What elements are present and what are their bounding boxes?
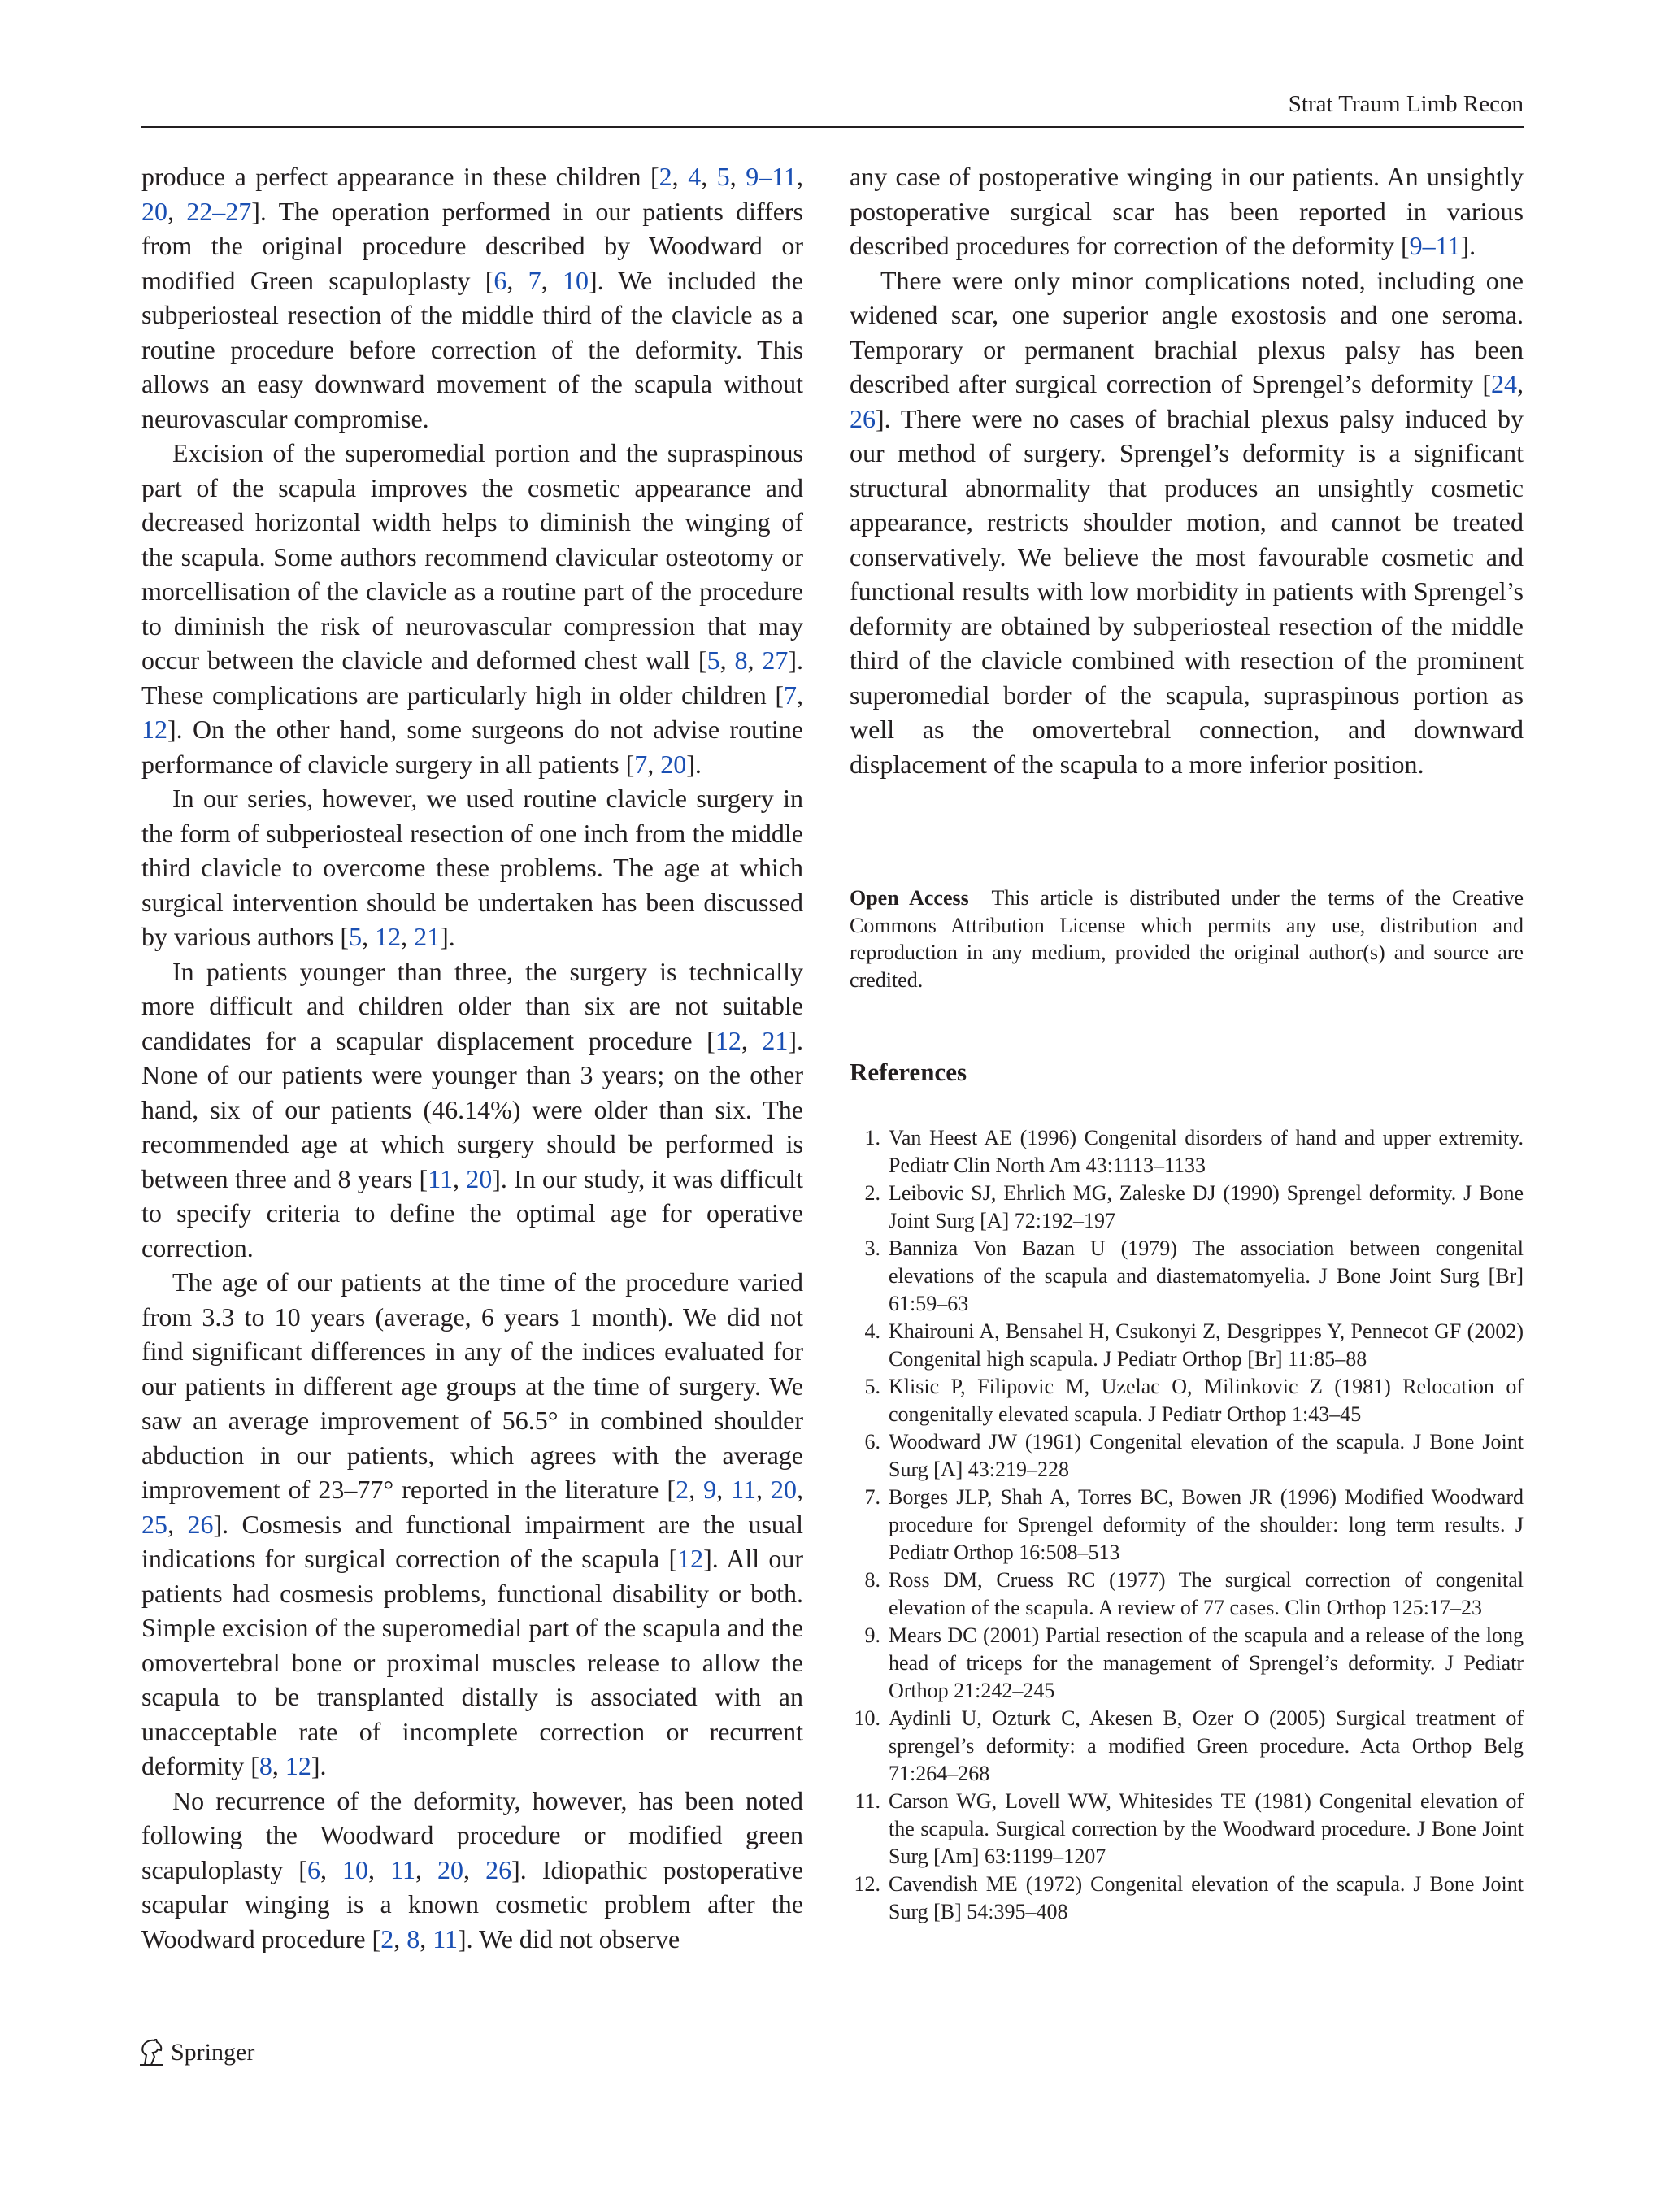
text-run: ,	[719, 645, 735, 675]
reference-item	[850, 1788, 1524, 1871]
text-run: In patients younger than three, the surgery is technically more difficult and children older than six are not suitable candidates for a scapular displacement procedure [	[141, 956, 803, 1055]
citation-link[interactable]: 2	[676, 1475, 689, 1504]
citation-link[interactable]: 20	[660, 749, 687, 779]
reference-number: 8.	[864, 1568, 880, 1592]
text-run: ,	[272, 1751, 285, 1780]
paragraph	[141, 1784, 803, 1957]
citation-link[interactable]: 8	[259, 1751, 272, 1780]
reference-number: 6.	[864, 1430, 880, 1454]
citation-link[interactable]: 8	[406, 1923, 420, 1953]
text-run: ]. We included the subperiosteal resection of the middle third of the clavicle as a routine procedure before correction of the deformity. This allows an easy downward movement of the scapula without neurovascular compromise.	[141, 265, 803, 433]
citation-link[interactable]: 26	[850, 403, 876, 433]
citation-link[interactable]: 12	[677, 1544, 704, 1573]
citation-link[interactable]: 25	[141, 1509, 167, 1539]
text-run: ].	[686, 749, 702, 779]
citation-link[interactable]: 6	[306, 1854, 320, 1884]
citation-link[interactable]: 11	[731, 1475, 756, 1504]
reference-number: 2.	[864, 1181, 880, 1205]
text-run: ]. Idiopathic postoperative scapular winging is a known cosmetic problem after the Woodward procedure [	[141, 1854, 804, 1953]
right-column	[850, 159, 1524, 781]
text-run: ,	[167, 196, 187, 226]
text-run: ,	[701, 162, 717, 191]
header-rule	[141, 126, 1524, 128]
reference-number: 12.	[854, 1872, 880, 1896]
citation-link[interactable]: 11	[433, 1923, 458, 1953]
reference-item	[850, 1180, 1524, 1235]
paragraph	[141, 159, 803, 436]
reference-number: 9.	[864, 1623, 880, 1647]
citation-link[interactable]: 5	[716, 162, 730, 191]
reference-item	[850, 1235, 1524, 1318]
citation-link[interactable]: 5	[349, 922, 363, 951]
text-run: ,	[506, 265, 528, 295]
citation-link[interactable]: 20	[771, 1475, 798, 1504]
paragraph	[141, 781, 803, 954]
reference-text: Woodward JW (1961) Congenital elevation of the scapula. J Bone Joint Surg [A] 43:219–228	[889, 1430, 1524, 1481]
text-run: produce a perfect appearance in these children [	[141, 162, 659, 191]
paragraph	[141, 954, 803, 1266]
reference-item	[850, 1705, 1524, 1788]
paragraph	[141, 436, 803, 781]
text-run: ].	[1460, 231, 1476, 260]
citation-link[interactable]: 8	[734, 645, 748, 675]
reference-item	[850, 1373, 1524, 1428]
citation-link[interactable]: 10	[562, 265, 589, 295]
text-run: No recurrence of the deformity, however, has been noted following the Woodward procedure or modified green scapuloplasty [	[141, 1785, 803, 1884]
reference-number: 5.	[864, 1375, 880, 1398]
text-run: ]. None of our patients were younger than 3 years; on the other hand, six of our patients (46.14%) were older than six. The recommended age at which surgery should be performed is between three and 8 years [	[141, 1025, 804, 1193]
citation-link[interactable]: 5	[706, 645, 720, 675]
text-run: ].	[440, 922, 455, 951]
text-run: ]. These complications are particularly high in older children [	[141, 645, 804, 710]
reference-text: Khairouni A, Bensahel H, Csukonyi Z, Desgrippes Y, Pennecot GF (2002) Congenital high scapula. J Pediatr Orthop [Br] 11:85–88	[889, 1319, 1524, 1371]
reference-text: Banniza Von Bazan U (1979) The association between congenital elevations of the scapula and diastematomyelia. J Bone Joint Surg [Br] 61:59–63	[889, 1236, 1524, 1315]
citation-link[interactable]: 20	[466, 1163, 493, 1193]
citation-link[interactable]: 12	[285, 1751, 311, 1780]
reference-text: Leibovic SJ, Ehrlich MG, Zaleske DJ (1990) Sprengel deformity. J Bone Joint Surg [A] 72:192–197	[889, 1181, 1524, 1232]
publisher-name: Springer	[171, 2039, 255, 2066]
reference-text: Aydinli U, Ozturk C, Akesen B, Ozer O (2005) Surgical treatment of sprengel’s deformity: a modified Green procedure. Acta Orthop Belg 71:264–268	[889, 1706, 1524, 1785]
reference-item	[850, 1124, 1524, 1180]
reference-number: 10.	[854, 1706, 880, 1730]
text-run: ,	[1517, 369, 1524, 398]
text-run: Excision of the superomedial portion and the supraspinous part of the scapula improves the cosmetic appearance and decreased horizontal width helps to diminish the winging of the scapula. Some authors recommend clavicular osteotomy or morcellisation of the clavicle as a routine part of the procedure to diminish the risk of neurovascular compression that may occur between the clavicle and deformed chest wall [	[141, 438, 803, 675]
open-access-note	[850, 884, 1524, 993]
citation-link[interactable]: 7	[784, 680, 797, 710]
citation-link[interactable]: 6	[493, 265, 507, 295]
reference-number: 4.	[864, 1319, 880, 1343]
paragraph	[850, 263, 1524, 782]
text-run: ]. We did not observe	[458, 1923, 680, 1953]
reference-item	[850, 1428, 1524, 1484]
citation-link[interactable]: 9	[703, 1475, 717, 1504]
reference-number: 7.	[864, 1485, 880, 1509]
reference-number: 11.	[854, 1789, 880, 1813]
reference-text: Carson WG, Lovell WW, Whitesides TE (1981) Congenital elevation of the scapula. Surgical correction by the Woodward procedure. J Bone Joint Surg [Am] 63:1199–1207	[889, 1789, 1524, 1868]
text-run: any case of postoperative winging in our patients. An unsightly postoperative surgical scar has been reported in various described procedures for correction of the deformity [	[850, 162, 1524, 260]
citation-link[interactable]: 11	[428, 1163, 453, 1193]
springer-horse-icon	[138, 2039, 164, 2066]
text-run: ,	[401, 922, 415, 951]
citation-link[interactable]: 22–27	[186, 196, 252, 226]
text-run: ,	[368, 1854, 391, 1884]
citation-link[interactable]: 4	[688, 162, 702, 191]
text-run: ,	[689, 1475, 704, 1504]
text-run: ]. In our study, it was difficult to specify criteria to define the optimal age for operative correction.	[141, 1163, 804, 1262]
text-run: There were only minor complications noted, including one widened scar, one superior angle exostosis and one seroma. Temporary or permanent brachial plexus palsy has been described after surgical correction of Sprengel’s deformity [	[850, 265, 1524, 398]
text-run: ,	[747, 645, 763, 675]
text-run: ,	[362, 922, 376, 951]
citation-link[interactable]: 20	[141, 196, 167, 226]
reference-item	[850, 1622, 1524, 1705]
text-run: ,	[393, 1923, 407, 1953]
reference-text: Borges JLP, Shah A, Torres BC, Bowen JR (1996) Modified Woodward procedure for Sprengel deformity of the shoulder: long term results. J Pediatr Orthop 16:508–513	[889, 1485, 1524, 1564]
references-heading: References	[850, 1058, 967, 1086]
text-run: ,	[797, 1475, 804, 1504]
paragraph	[141, 1265, 803, 1784]
citation-link[interactable]: 9–11	[746, 162, 798, 191]
open-access-label: Open Access	[850, 886, 969, 910]
text-run: ,	[463, 1854, 486, 1884]
citation-link[interactable]: 21	[414, 922, 441, 951]
text-run: ,	[797, 680, 803, 710]
text-run: ]. There were no cases of brachial plexus palsy induced by our method of surgery. Sprengel’s deformity is a significant structural abnormality that produces an unsightly cosmetic appearance, restricts shoulder motion, and cannot be treated conservatively. We believe the most favourable cosmetic and functional results with low morbidity in patients with Sprengel’s deformity are obtained by subperiosteal resection of the middle third of the clavicle combined with resection of the prominent superomedial border of the scapula, supraspinous portion as well as the omovertebral connection, and downward displacement of the scapula to a more inferior position.	[850, 403, 1524, 779]
citation-link[interactable]: 24	[1491, 369, 1517, 398]
text-run: ,	[672, 162, 689, 191]
text-run: ]. Cosmesis and functional impairment are the usual indications for surgical correction of the scapula [	[141, 1509, 803, 1573]
reference-text: Cavendish ME (1972) Congenital elevation of the scapula. J Bone Joint Surg [B] 54:395–408	[889, 1872, 1524, 1923]
text-run: ,	[755, 1475, 772, 1504]
text-run: ,	[415, 1854, 438, 1884]
text-run: ,	[729, 162, 746, 191]
reference-text: Mears DC (2001) Partial resection of the scapula and a release of the long head of triceps for the management of Sprengel’s deformity. J Pediatr Orthop 21:242–245	[889, 1623, 1524, 1702]
page-footer	[138, 2039, 254, 2066]
citation-link[interactable]: 26	[485, 1854, 512, 1884]
left-column	[141, 159, 803, 1956]
text-run: ,	[453, 1163, 467, 1193]
reference-item	[850, 1484, 1524, 1567]
reference-item	[850, 1871, 1524, 1926]
reference-text: Van Heest AE (1996) Congenital disorders of hand and upper extremity. Pediatr Clin North Am 43:1113–1133	[889, 1126, 1524, 1177]
text-run: ,	[741, 1025, 763, 1055]
text-run: ,	[541, 265, 563, 295]
citation-link[interactable]: 10	[342, 1854, 369, 1884]
text-run: ,	[320, 1854, 343, 1884]
citation-link[interactable]: 9–11	[1409, 231, 1461, 260]
journal-title: Strat Traum Limb Recon	[1288, 91, 1524, 117]
citation-link[interactable]: 7	[634, 749, 648, 779]
text-run: ]. On the other hand, some surgeons do not advise routine performance of clavicle surgery in all patients [	[141, 715, 803, 779]
reference-number: 1.	[864, 1126, 880, 1149]
citation-link[interactable]: 12	[375, 922, 402, 951]
citation-link[interactable]: 27	[762, 645, 789, 675]
citation-link[interactable]: 12	[141, 715, 167, 744]
citation-link[interactable]: 12	[715, 1025, 741, 1055]
paragraph	[850, 159, 1524, 263]
text-run: In our series, however, we used routine clavicle surgery in the form of subperiosteal resection of one inch from the middle third clavicle to overcome these problems. The age at which surgical intervention should be undertaken has been discussed by various authors [	[141, 784, 803, 951]
reference-number: 3.	[864, 1236, 880, 1260]
citation-link[interactable]: 2	[380, 1923, 394, 1953]
reference-text: Klisic P, Filipovic M, Uzelac O, Milinkovic Z (1981) Relocation of congenitally elevated scapula. J Pediatr Orthop 1:43–45	[889, 1375, 1524, 1426]
text-run: ].	[311, 1751, 327, 1780]
text-run: ,	[167, 1509, 188, 1539]
text-run: ]. The operation performed in our patients differs from the original procedure described by Woodward or modified Green scapuloplasty [	[141, 196, 804, 295]
citation-link[interactable]: 11	[390, 1854, 415, 1884]
reference-list	[850, 1124, 1524, 1926]
citation-link[interactable]: 21	[762, 1025, 789, 1055]
text-run: ,	[797, 162, 804, 191]
text-run: The age of our patients at the time of the procedure varied from 3.3 to 10 years (average, 6 years 1 month). We did not find significant differences in any of the indices evaluated for our patients in different age groups at the time of surgery. We saw an average improvement of 56.5° in combined shoulder abduction in our patients, which agrees with the average improvement of 23–77° reported in the literature [	[141, 1267, 803, 1504]
text-run: ,	[647, 749, 661, 779]
open-access-text: This article is distributed under the terms of the Creative Commons Attribution License which permits any use, distribution and reproduction in any medium, provided the original author(s) and source are credited.	[850, 886, 1524, 992]
citation-link[interactable]: 20	[437, 1854, 464, 1884]
text-run: ]. All our patients had cosmesis problems, functional disability or both. Simple excision of the superomedial part of the scapula and the omovertebral bone or proximal muscles release to allow the scapula to be transplanted distally is associated with an unacceptable rate of incomplete correction or recurrent deformity [	[141, 1544, 804, 1780]
text-run: ,	[420, 1923, 433, 1953]
reference-item	[850, 1567, 1524, 1622]
citation-link[interactable]: 7	[528, 265, 541, 295]
citation-link[interactable]: 26	[187, 1509, 214, 1539]
text-run: ,	[716, 1475, 732, 1504]
running-header	[141, 91, 1524, 130]
reference-item	[850, 1318, 1524, 1373]
citation-link[interactable]: 2	[659, 162, 672, 191]
reference-text: Ross DM, Cruess RC (1977) The surgical correction of congenital elevation of the scapula. A review of 77 cases. Clin Orthop 125:17–23	[889, 1568, 1524, 1619]
